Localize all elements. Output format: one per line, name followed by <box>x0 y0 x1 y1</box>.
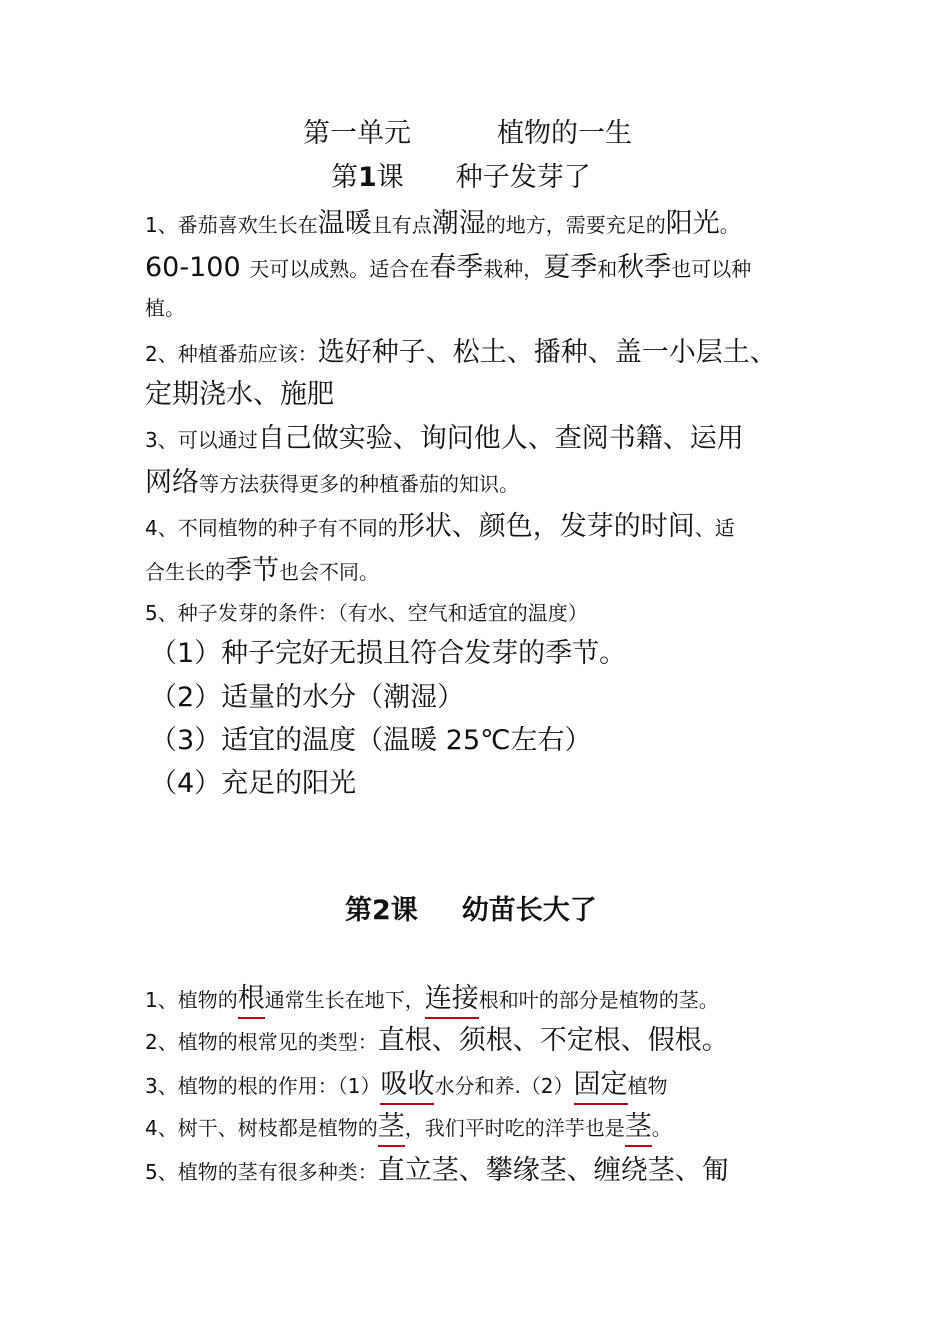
l1-p5-item: （1）种子完好无损且符合发芽的季节。 <box>150 638 627 669</box>
text-span: 温暖 <box>317 208 372 239</box>
text-span: 固定 <box>574 1069 628 1105</box>
text-span: 形状、颜色，发芽的时间 <box>397 511 695 542</box>
text-span: 水分和养.（2） <box>434 1074 574 1098</box>
text-span: 。 <box>719 213 740 237</box>
text-span: 潮湿 <box>431 208 486 239</box>
text-span: 合生长的 <box>145 560 225 584</box>
text-span: 选好种子、松土、播种、盖一小层土、 <box>317 337 777 368</box>
text-span: 栽种， <box>483 257 544 281</box>
text-span: 也会不同。 <box>279 560 379 584</box>
l1-p5-item: （2）适量的水分（潮湿） <box>150 682 465 713</box>
text-span: 。 <box>651 1116 672 1140</box>
text-span: 4、不同植物的种子有不同的 <box>145 516 398 540</box>
text-span: 第 <box>331 162 358 193</box>
l1-p2-line2 <box>145 372 334 411</box>
l1-p1-line3 <box>145 292 185 321</box>
l1-p5-item: （4）充足的阳光 <box>150 768 357 799</box>
l1-p3-line2 <box>145 460 519 499</box>
text-span: 网络 <box>145 467 199 498</box>
text-span: 吸收 <box>380 1069 434 1105</box>
text-span: 直根、须根、不定根、假根。 <box>377 1025 729 1056</box>
text-span: 秋季 <box>617 252 672 283</box>
unit-name: 植物的一生 <box>497 118 632 149</box>
text-span: 2、种植番茄应该： <box>145 342 318 366</box>
text-span: 连接 <box>425 983 479 1019</box>
l2-q1 <box>145 976 719 1015</box>
text-span: 5、植物的茎有很多种类： <box>145 1160 378 1184</box>
text-span: 60-100 <box>145 252 250 283</box>
text-span: 等方法获得更多的种植番茄的知识。 <box>199 472 519 496</box>
text-span: 也可以种 <box>671 257 752 281</box>
unit-label: 第一单元 <box>303 118 411 149</box>
text-span: 2、植物的根常见的类型： <box>145 1030 378 1054</box>
text-span: 定期浇水、施肥 <box>145 379 334 410</box>
l2-q5 <box>145 1148 729 1187</box>
l2-q4 <box>145 1104 672 1143</box>
text-span: 根和叶的部分是植物的茎。 <box>478 988 719 1012</box>
text-span: 根 <box>238 983 265 1019</box>
text-span: 1、番茄喜欢生长在 <box>145 213 318 237</box>
lesson2-title <box>345 888 597 927</box>
unit-title <box>303 111 632 150</box>
l2-q3 <box>145 1062 668 1101</box>
text-span: ，我们平时吃的洋芋也是 <box>404 1116 625 1140</box>
l1-p1-line2 <box>145 245 751 284</box>
text-span: 夏季 <box>543 252 598 283</box>
text-span: 季节 <box>225 555 279 586</box>
text-span: 1、植物的 <box>145 988 238 1012</box>
l1-p4-line2 <box>145 548 379 587</box>
text-span: 植。 <box>145 296 185 320</box>
lesson2-name: 幼苗长大了 <box>461 895 597 926</box>
text-span: 3、植物的根的作用：（1） <box>145 1074 381 1098</box>
text-span: 阳光 <box>665 208 720 239</box>
text-span: 第2课 <box>345 895 418 926</box>
text-span: 和 <box>597 257 618 281</box>
text-span: 的地方，需要充足的 <box>485 213 666 237</box>
lesson1-name: 种子发芽了 <box>455 162 591 193</box>
lesson1-title <box>331 155 591 194</box>
text-span: 植物 <box>627 1074 668 1098</box>
l1-p1-line1 <box>145 201 740 240</box>
text-span: 茎 <box>378 1111 405 1147</box>
text-span: 春季 <box>429 252 484 283</box>
text-span: 直立茎、攀缘茎、缠绕茎、匍 <box>377 1155 729 1186</box>
l1-p4-line1 <box>145 504 735 543</box>
text-span: 1 <box>358 162 377 193</box>
l1-p2-line1 <box>145 330 777 369</box>
text-span: 天可以成熟。适合在 <box>249 257 430 281</box>
text-span: 、适 <box>694 516 735 540</box>
l1-p5-heading: 5、种子发芽的条件：（有水、空气和适宜的温度） <box>145 601 588 625</box>
text-span: 茎 <box>625 1111 652 1147</box>
text-span: 自己做实验、询问他人、查阅书籍、运用 <box>257 423 744 454</box>
text-span: 课 <box>376 162 404 193</box>
l1-p3-line1 <box>145 416 744 455</box>
l1-p5-item: （3）适宜的温度（温暖 25℃左右） <box>150 725 592 756</box>
l2-q2 <box>145 1018 729 1057</box>
text-span: 且有点 <box>371 213 432 237</box>
text-span: 通常生长在地下， <box>264 988 425 1012</box>
text-span: 4、树干、树枝都是植物的 <box>145 1116 378 1140</box>
text-span: 3、可以通过 <box>145 428 258 452</box>
